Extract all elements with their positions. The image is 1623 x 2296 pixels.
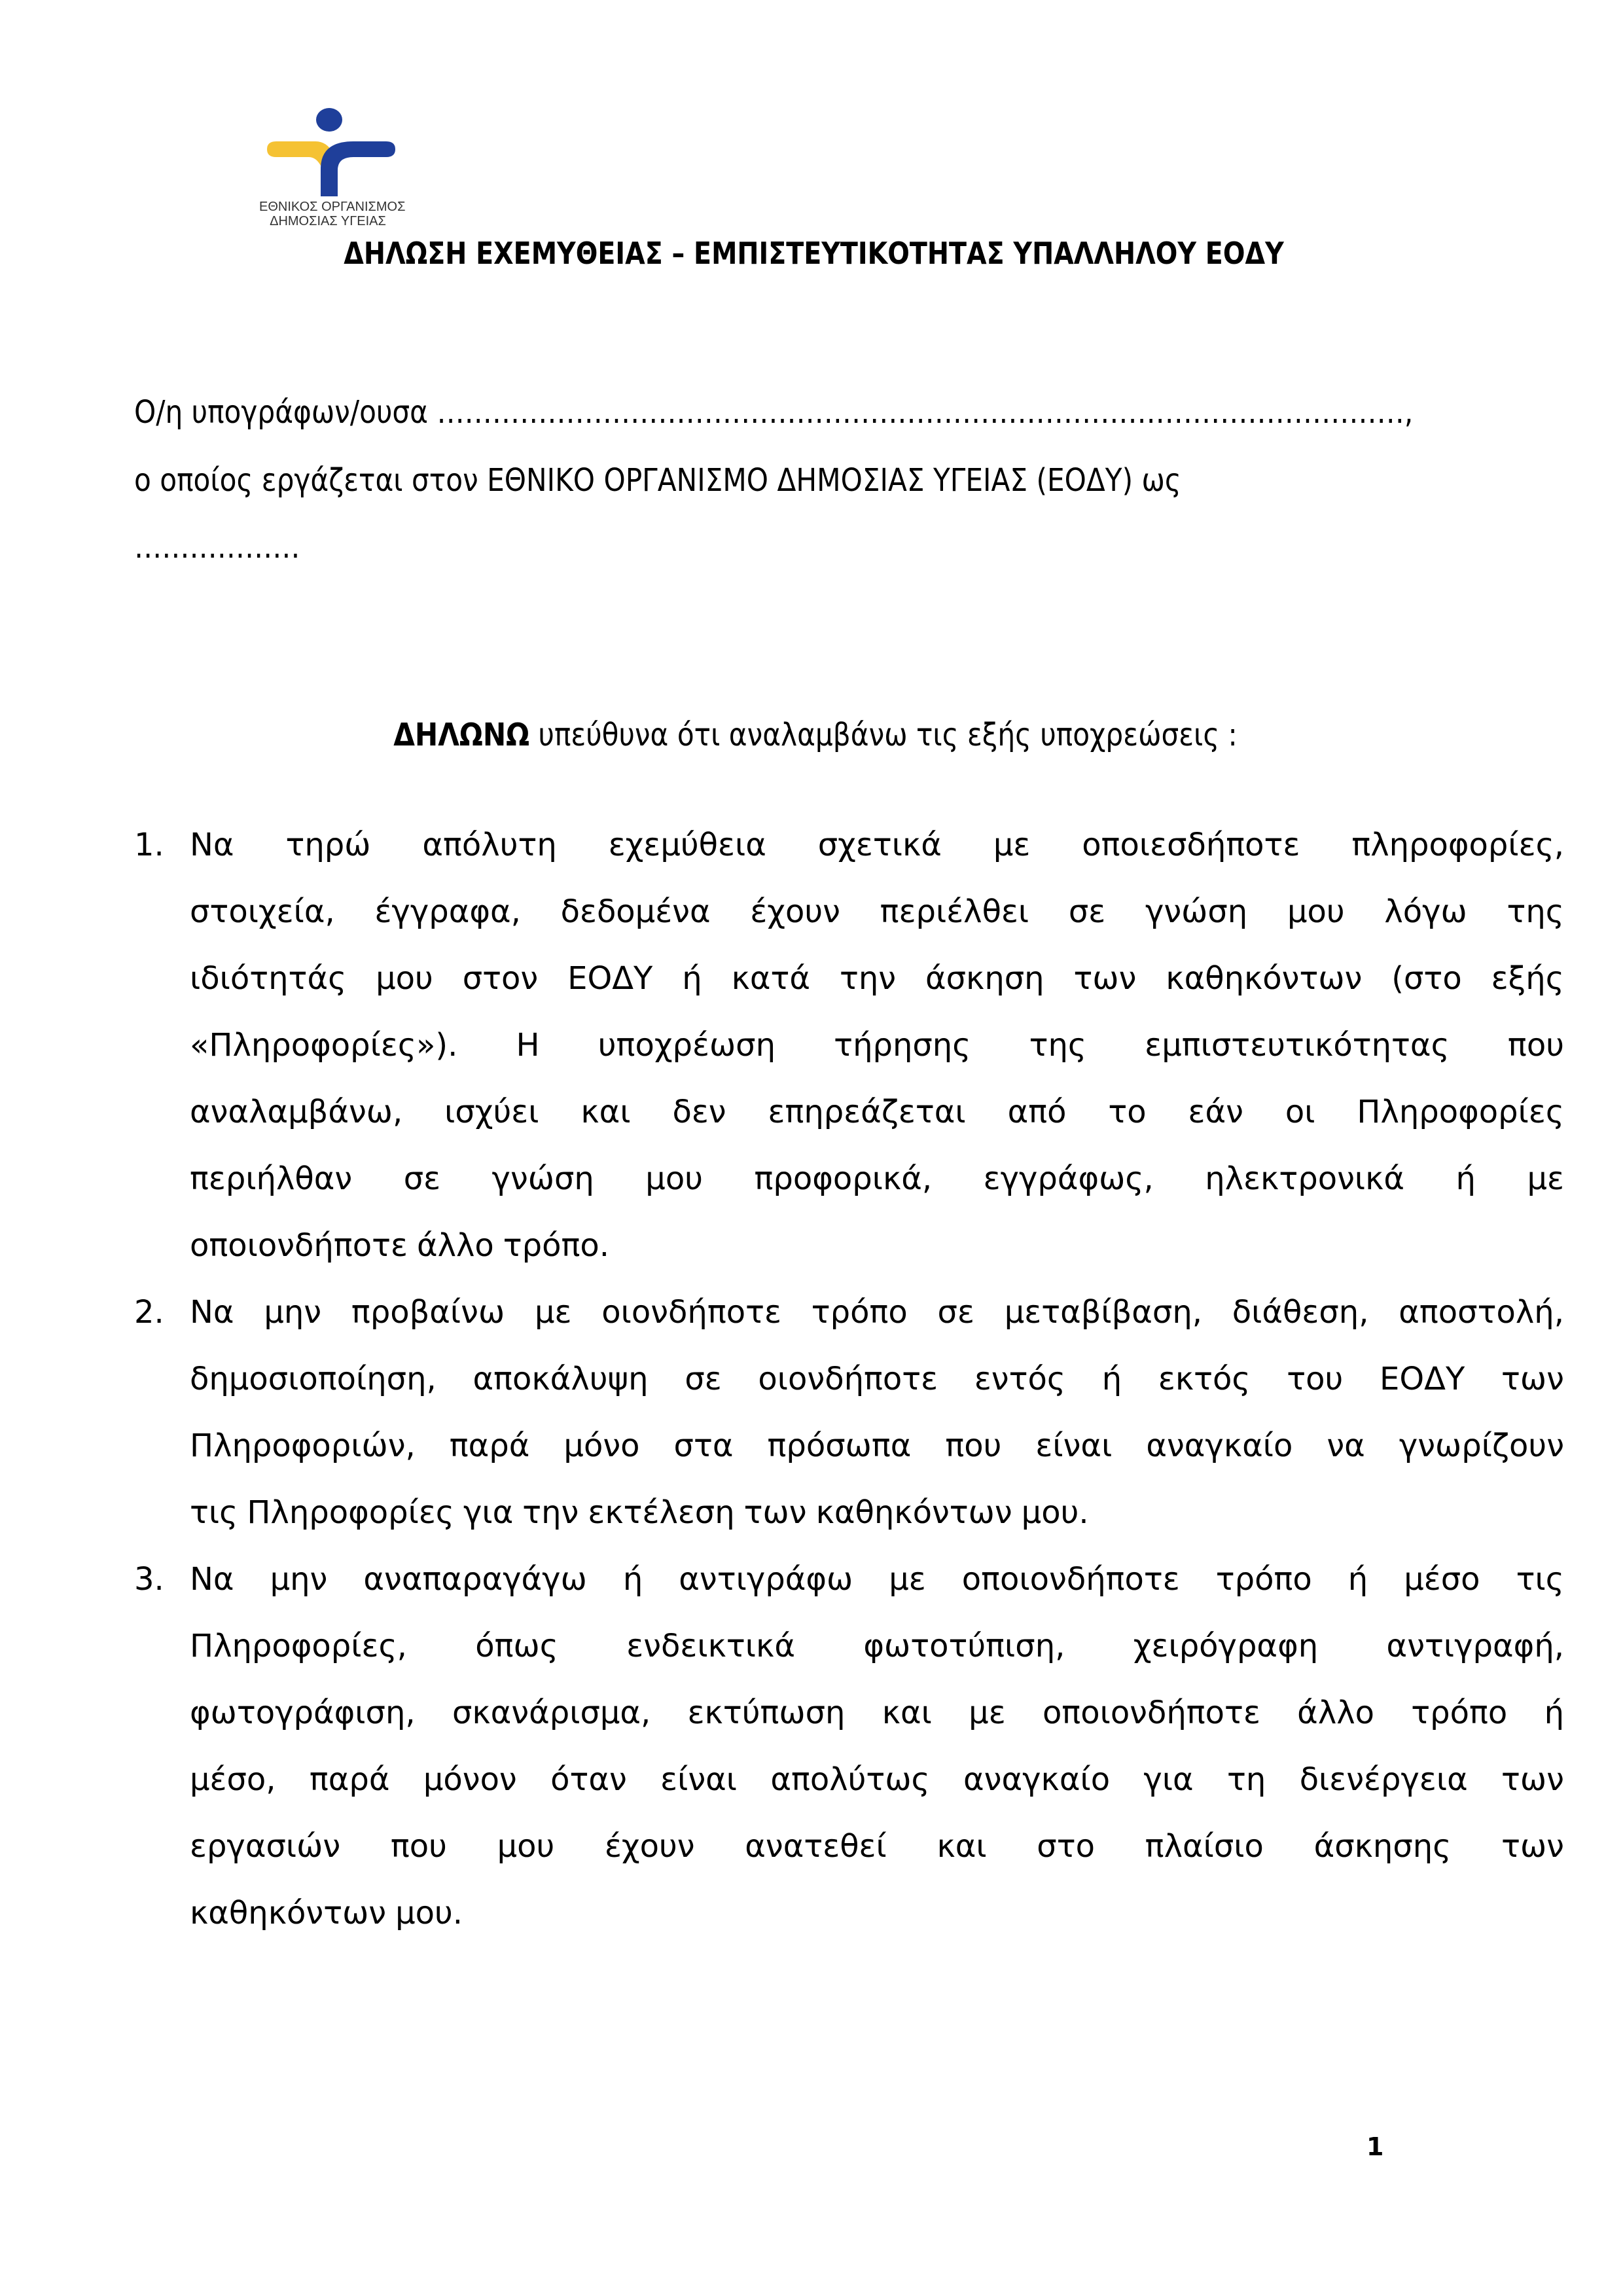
intro-line-1 xyxy=(134,394,1413,431)
word: λόγω xyxy=(1384,893,1467,930)
word: περιέλθει xyxy=(880,893,1029,930)
word: άλλο xyxy=(416,1227,494,1264)
word: και xyxy=(580,1094,631,1130)
word: γνωρίζουν xyxy=(1399,1427,1564,1464)
word: δεδομένα xyxy=(560,893,711,930)
obligation-text xyxy=(190,812,1564,1279)
word: αντιγραφή, xyxy=(1386,1628,1564,1664)
obligation-line xyxy=(190,812,1564,878)
declaration-statement xyxy=(101,717,1529,753)
word: είναι xyxy=(1035,1427,1113,1464)
obligation-line xyxy=(190,1012,1564,1079)
word: ή xyxy=(1544,1695,1564,1731)
obligation-line xyxy=(190,1546,1564,1613)
word: προφορικά, xyxy=(754,1160,933,1197)
word: εκτέλεση xyxy=(588,1494,735,1531)
obligation-line xyxy=(190,1279,1564,1346)
obligation-line xyxy=(190,878,1564,945)
word: από xyxy=(1007,1094,1067,1130)
word: προβαίνω xyxy=(351,1294,505,1331)
word: στα xyxy=(673,1427,734,1464)
word: τις xyxy=(190,1494,238,1531)
word: οιονδήποτε xyxy=(601,1294,781,1331)
word: αναγκαίο xyxy=(963,1761,1111,1798)
word: μου. xyxy=(1021,1494,1089,1531)
word: δημοσιοποίηση, xyxy=(190,1361,437,1397)
word: πρόσωπα xyxy=(767,1427,912,1464)
word: την xyxy=(839,960,897,997)
word: ή xyxy=(1455,1160,1476,1197)
word: ενδεικτικά xyxy=(626,1628,795,1664)
word: τρόπο xyxy=(811,1294,908,1331)
position-blank[interactable]: ……………… xyxy=(134,529,300,565)
word: Πληροφορίες xyxy=(247,1494,454,1531)
word: των xyxy=(743,1494,807,1531)
word: άσκηση xyxy=(925,960,1044,997)
word: απόλυτη xyxy=(422,827,557,863)
word: ΕΟΔΥ xyxy=(1380,1361,1465,1397)
word: του xyxy=(1287,1361,1344,1397)
declaration-bold: ΔΗΛΩΝΩ xyxy=(393,717,530,753)
word: μόνον xyxy=(423,1761,517,1798)
word: μου. xyxy=(395,1895,463,1931)
obligation-text xyxy=(190,1279,1564,1546)
word: ισχύει xyxy=(444,1094,539,1130)
word: εγγράφως, xyxy=(983,1160,1154,1197)
obligation-line xyxy=(190,1346,1564,1412)
word: αναγκαίο xyxy=(1146,1427,1293,1464)
word: τρόπο xyxy=(1411,1695,1508,1731)
word: εντός xyxy=(974,1361,1066,1397)
word: ΕΟΔΥ xyxy=(567,960,653,997)
word: ανατεθεί xyxy=(745,1828,887,1865)
word: ή xyxy=(1347,1561,1368,1598)
word: τηρώ xyxy=(285,827,371,863)
word: ιδιότητάς xyxy=(190,960,347,997)
obligation-line xyxy=(190,1212,1564,1279)
word: των xyxy=(1073,960,1137,997)
word: εργασιών xyxy=(190,1828,341,1865)
word: φωτοτύπιση, xyxy=(863,1628,1065,1664)
word: με xyxy=(993,827,1031,863)
word: τρόπο. xyxy=(503,1227,610,1264)
word: με xyxy=(889,1561,926,1598)
word: εξής xyxy=(1491,960,1564,997)
word: σχετικά xyxy=(817,827,942,863)
signatory-label: Ο/η υπογράφων/ουσα xyxy=(134,394,429,431)
word: εκτύπωση xyxy=(687,1695,846,1731)
word: σε xyxy=(685,1361,722,1397)
word: ηλεκτρονικά xyxy=(1205,1160,1405,1197)
word: σε xyxy=(403,1160,441,1197)
word: οποιεσδήποτε xyxy=(1082,827,1300,863)
obligation-number: 2. xyxy=(134,1294,164,1331)
obligation-text xyxy=(190,1546,1564,1946)
word: των xyxy=(1501,1361,1564,1397)
word: την xyxy=(522,1494,579,1531)
obligation-item xyxy=(134,1546,1564,1946)
word: αντιγράφω xyxy=(679,1561,853,1598)
obligation-line xyxy=(190,1145,1564,1212)
word: παρά xyxy=(309,1761,390,1798)
logo-caption-line2: ΔΗΜΟΣΙΑΣ ΥΓΕΙΑΣ xyxy=(270,214,386,228)
word: έχουν xyxy=(604,1828,695,1865)
word: στον xyxy=(462,960,539,997)
word: το xyxy=(1108,1094,1147,1130)
word: για xyxy=(463,1494,514,1531)
word: διάθεση, xyxy=(1232,1294,1369,1331)
word: των xyxy=(1501,1828,1564,1865)
word: οιονδήποτε xyxy=(758,1361,938,1397)
obligation-line xyxy=(190,1746,1564,1813)
word: περιήλθαν xyxy=(190,1160,353,1197)
word: δεν xyxy=(672,1094,726,1130)
word: (στο xyxy=(1391,960,1462,997)
declaration-text: υπεύθυνα ότι αναλαμβάνω τις εξής υποχρεώσεις : xyxy=(529,717,1238,753)
document-title: ΔΗΛΩΣΗ ΕΧΕΜΥΘΕΙΑΣ – ΕΜΠΙΣΤΕΥΤΙΚΟΤΗΤΑΣ ΥΠΑΛΛΗΛΟΥ ΕΟΔΥ xyxy=(344,236,1284,271)
word: υποχρέωση xyxy=(597,1027,776,1064)
word: αποστολή, xyxy=(1399,1294,1564,1331)
word: «Πληροφορίες»). xyxy=(190,1027,458,1064)
word: μην xyxy=(270,1561,328,1598)
word: εχεμύθεια xyxy=(608,827,766,863)
word: Πληροφορίες xyxy=(1357,1094,1564,1130)
eody-logo-icon xyxy=(255,98,399,196)
word: μέσο, xyxy=(190,1761,276,1798)
word: της xyxy=(1507,893,1564,930)
word: απολύτως xyxy=(770,1761,930,1798)
word: στοιχεία, xyxy=(190,893,335,930)
word: διενέργεια xyxy=(1299,1761,1468,1798)
word: ή xyxy=(622,1561,643,1598)
word: Να xyxy=(190,1294,234,1331)
word: οποιονδήποτε xyxy=(961,1561,1180,1598)
word: με xyxy=(1527,1160,1564,1197)
word: και xyxy=(936,1828,987,1865)
word: που xyxy=(945,1427,1002,1464)
word: οποιονδήποτε xyxy=(190,1227,408,1264)
logo-caption-line1: ΕΘΝΙΚΟΣ ΟΡΓΑΝΙΣΜΟΣ xyxy=(259,200,406,214)
word: αποκάλυψη xyxy=(473,1361,649,1397)
word: μου xyxy=(645,1160,703,1197)
obligation-number: 3. xyxy=(134,1561,164,1598)
obligations-list xyxy=(134,812,1564,1946)
word: στο xyxy=(1037,1828,1095,1865)
word: όπως xyxy=(475,1628,558,1664)
word: παρά xyxy=(449,1427,530,1464)
obligation-item xyxy=(134,812,1564,1279)
word: Πληροφοριών, xyxy=(190,1427,416,1464)
word: έγγραφα, xyxy=(374,893,521,930)
word: καθηκόντων xyxy=(815,1494,1012,1531)
obligation-line xyxy=(190,1813,1564,1880)
word: μου xyxy=(376,960,433,997)
obligation-line xyxy=(190,1679,1564,1746)
word: πληροφορίες, xyxy=(1351,827,1564,863)
word: άσκησης xyxy=(1313,1828,1452,1865)
word: πλαίσιο xyxy=(1145,1828,1264,1865)
word: τη xyxy=(1227,1761,1266,1798)
word: ή xyxy=(682,960,702,997)
word: φωτογράφιση, xyxy=(190,1695,416,1731)
word: άλλο xyxy=(1297,1695,1374,1731)
word: αναλαμβάνω, xyxy=(190,1094,403,1130)
word: οι xyxy=(1285,1094,1315,1130)
word: ή xyxy=(1101,1361,1122,1397)
word: είναι xyxy=(660,1761,738,1798)
obligation-number: 1. xyxy=(134,827,164,863)
word: κατά xyxy=(731,960,811,997)
word: να xyxy=(1327,1427,1365,1464)
intro-line-2: ο οποίος εργάζεται στον ΕΘΝΙΚΟ ΟΡΓΑΝΙΣΜΟ ΔΗΜΟΣΙΑΣ ΥΓΕΙΑΣ (ΕΟΔΥ) ως xyxy=(134,462,1181,499)
obligation-line xyxy=(190,1613,1564,1679)
word: με xyxy=(534,1294,572,1331)
word: εμπιστευτικότητας xyxy=(1145,1027,1450,1064)
word: οποιονδήποτε xyxy=(1042,1695,1260,1731)
intro-line-3 xyxy=(134,529,300,565)
obligation-line xyxy=(190,1079,1564,1145)
word: σκανάρισμα, xyxy=(452,1695,651,1731)
word: και xyxy=(882,1695,932,1731)
page-number: 1 xyxy=(1366,2132,1384,2161)
word: για xyxy=(1143,1761,1194,1798)
word: γνώση xyxy=(491,1160,594,1197)
word: τις xyxy=(1516,1561,1564,1598)
word: μην xyxy=(264,1294,322,1331)
word: χειρόγραφη xyxy=(1133,1628,1319,1664)
word: σε xyxy=(1068,893,1106,930)
word: σε xyxy=(937,1294,974,1331)
obligation-line xyxy=(190,945,1564,1012)
word: μου xyxy=(497,1828,555,1865)
word: αναπαραγάγω xyxy=(363,1561,587,1598)
logo-caption xyxy=(259,200,406,228)
word: τρόπο xyxy=(1215,1561,1312,1598)
word: εκτός xyxy=(1158,1361,1251,1397)
word: καθηκόντων xyxy=(1166,960,1363,997)
word: μου xyxy=(1287,893,1345,930)
obligation-item xyxy=(134,1279,1564,1546)
word: που xyxy=(390,1828,447,1865)
word: επηρεάζεται xyxy=(768,1094,966,1130)
word: Η xyxy=(516,1027,540,1064)
word: μόνο xyxy=(563,1427,640,1464)
word: μεταβίβαση, xyxy=(1004,1294,1202,1331)
word: τήρησης xyxy=(834,1027,971,1064)
word: έχουν xyxy=(750,893,840,930)
word: καθηκόντων xyxy=(190,1895,387,1931)
obligation-line xyxy=(190,1412,1564,1479)
word: των xyxy=(1501,1761,1564,1798)
word: γνώση xyxy=(1145,893,1248,930)
obligation-line xyxy=(190,1479,1564,1546)
word: μέσο xyxy=(1404,1561,1480,1598)
word: που xyxy=(1507,1027,1564,1064)
word: όταν xyxy=(550,1761,627,1798)
signatory-name-blank[interactable]: ……………………………………………………………………………………………, xyxy=(437,394,1414,431)
obligation-line xyxy=(190,1880,1564,1946)
word: της xyxy=(1029,1027,1087,1064)
word: εάν xyxy=(1188,1094,1243,1130)
word: με xyxy=(969,1695,1006,1731)
word: Να xyxy=(190,827,234,863)
word: Να xyxy=(190,1561,234,1598)
word: Πληροφορίες, xyxy=(190,1628,407,1664)
